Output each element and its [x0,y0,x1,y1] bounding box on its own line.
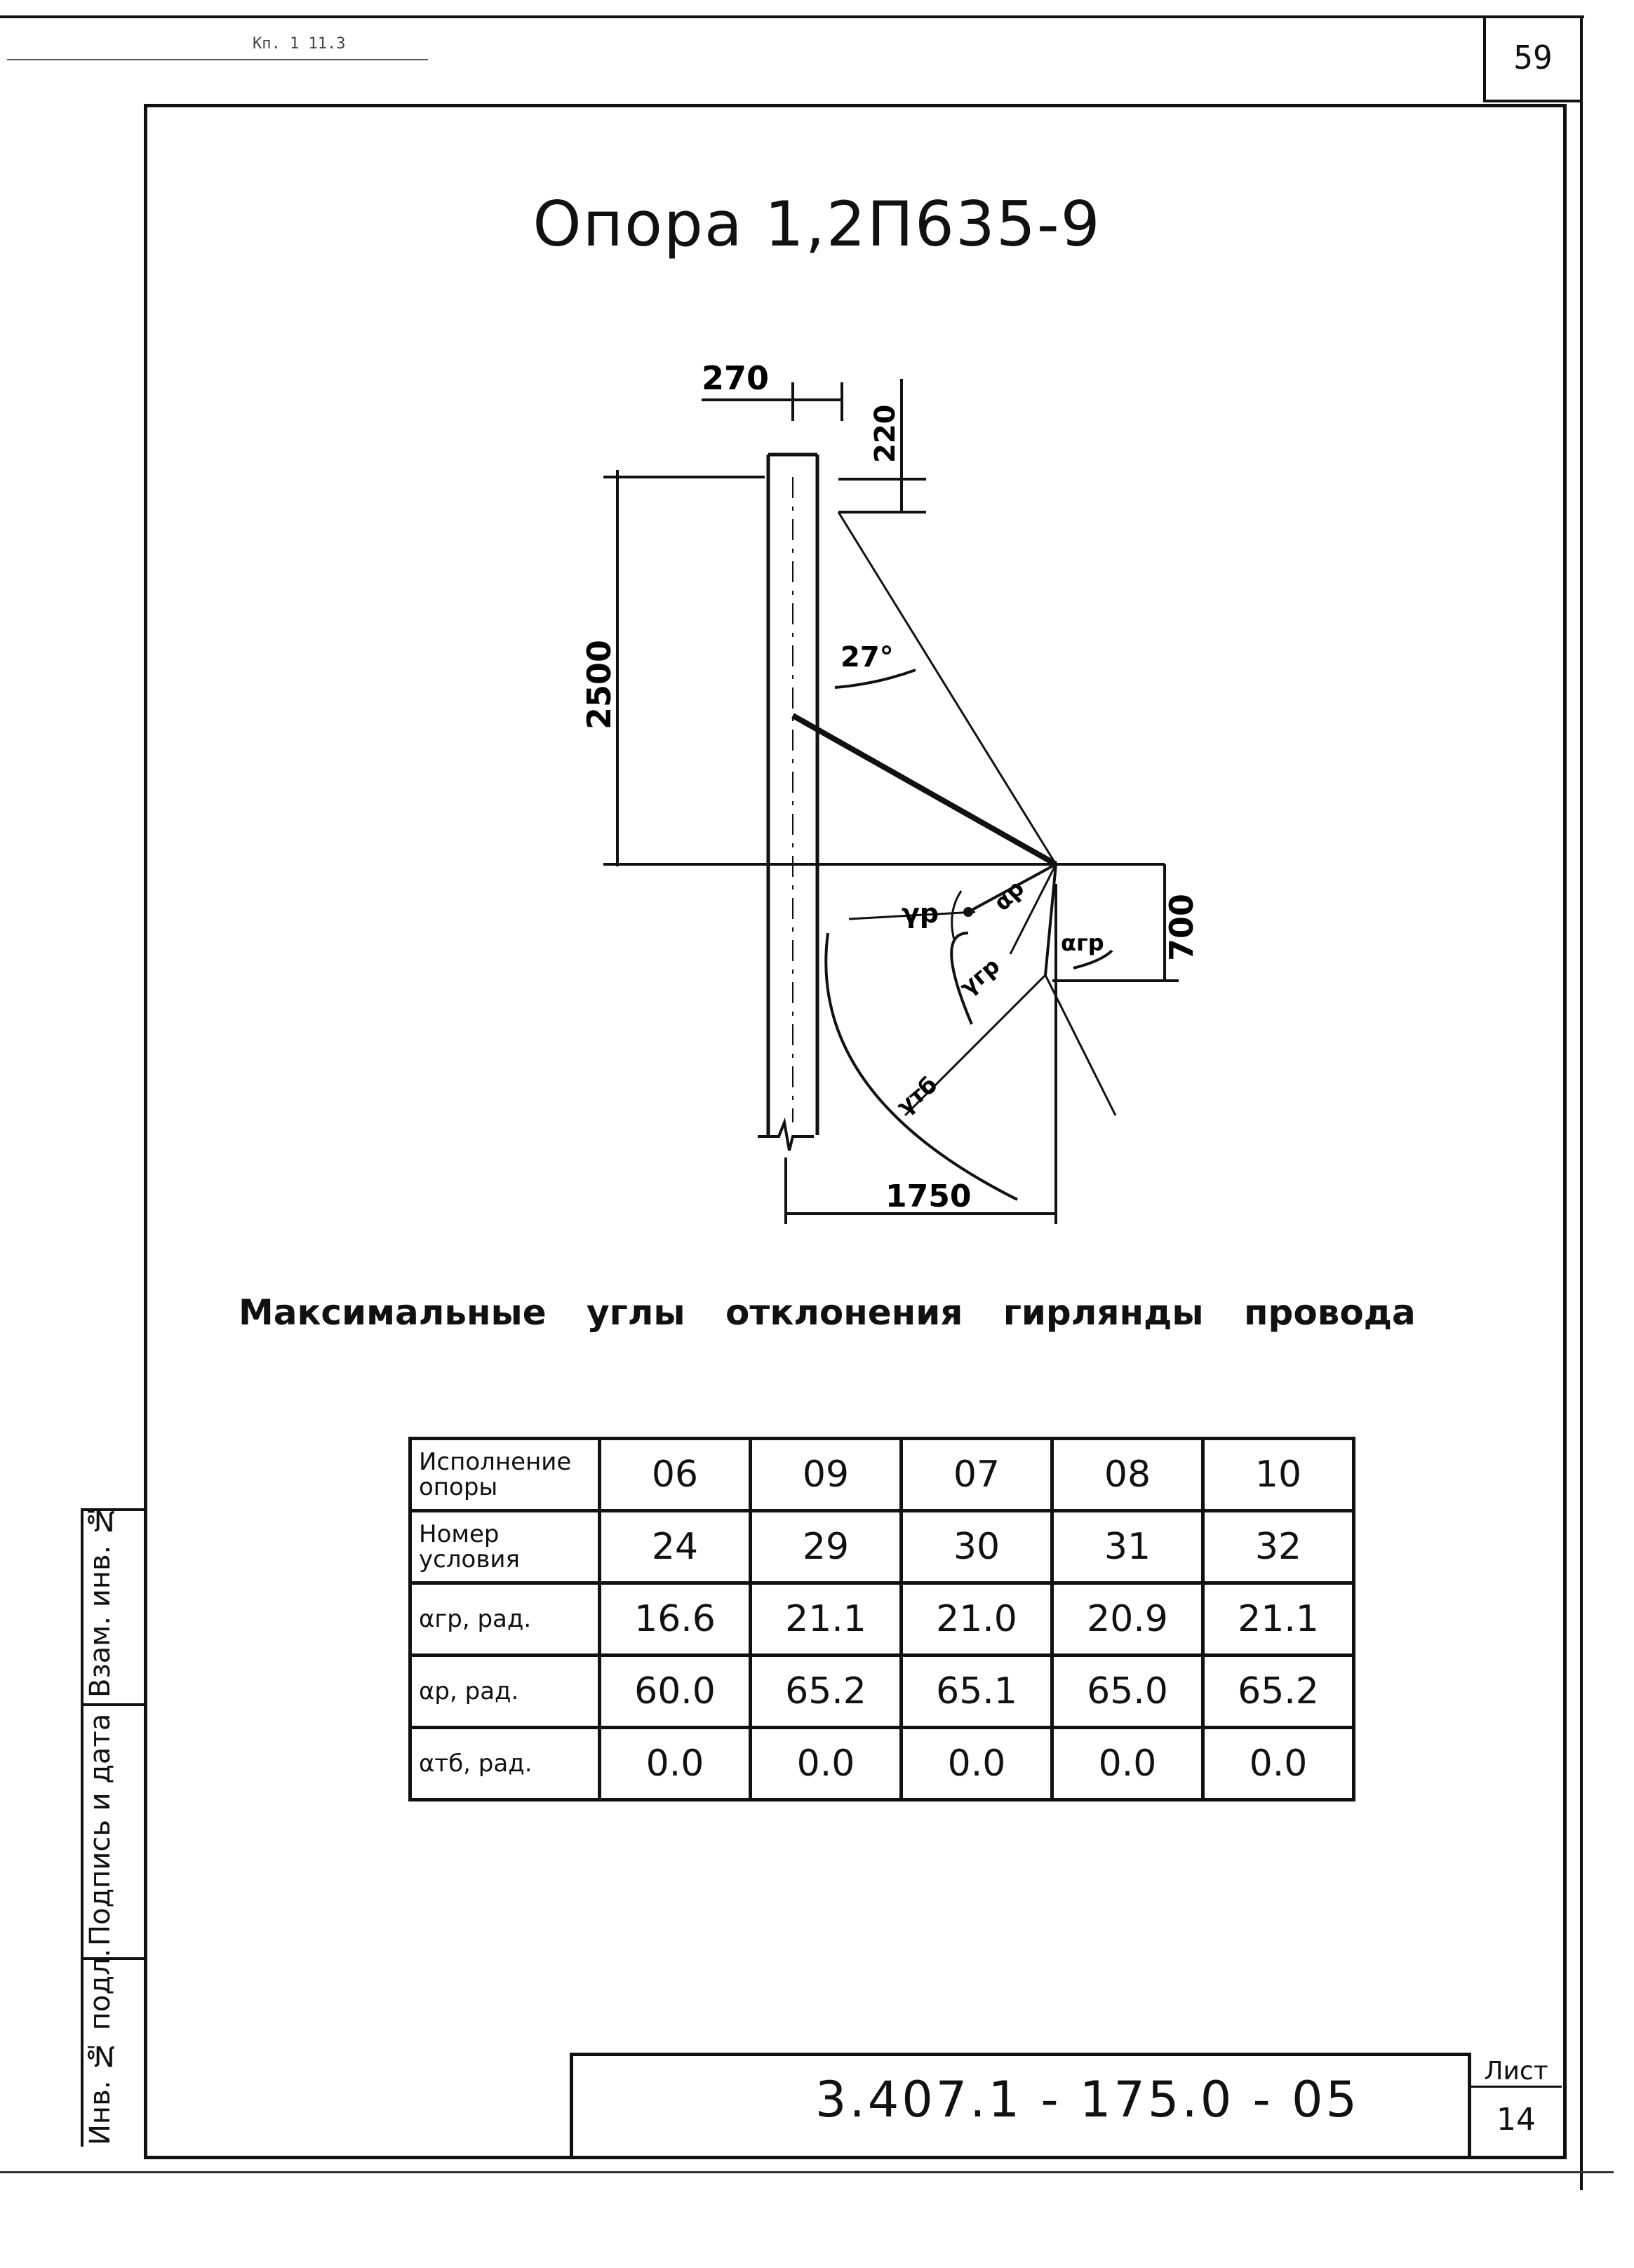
table-cell: 0.0 [902,1728,1052,1800]
table-cell: 31 [1052,1511,1203,1583]
row-header: αгр, рад. [410,1583,600,1656]
document-number: 3.407.1 - 175.0 - 05 [815,2071,1360,2128]
dim-1750: 1750 [885,1179,972,1214]
page-number: 59 [1483,15,1580,102]
table-cell: 0.0 [1052,1728,1203,1800]
stamp-field-inventory: Инв. № подл. [84,1948,116,2145]
table-cell: 06 [600,1439,751,1511]
table-row [410,1656,1354,1728]
label-alpha-p: αp [988,875,1030,916]
row-header: Исполнение опоры [410,1439,600,1511]
brace-line [838,512,1056,864]
table-cell: 65.0 [1052,1656,1203,1728]
table-cell: 21.1 [751,1583,902,1656]
label-gamma-tb: γтб [891,1071,943,1120]
label-alpha-gr: αгр [1061,930,1104,956]
table-cell: 65.1 [902,1656,1052,1728]
dim-700: 700 [1163,893,1200,961]
table-row [410,1511,1354,1583]
table-row [410,1583,1354,1656]
table-cell: 08 [1052,1439,1203,1511]
table-cell: 09 [751,1439,902,1511]
crossarm [793,716,1056,864]
angle-27: 27° [841,641,894,673]
table-cell: 20.9 [1052,1583,1203,1656]
table-cell: 30 [902,1511,1052,1583]
table-row [410,1728,1354,1800]
table-cell: 24 [600,1511,751,1583]
table-cell: 0.0 [1203,1728,1354,1800]
bottom-border [0,2171,1614,2173]
table-cell: 07 [902,1439,1052,1511]
table-cell: 0.0 [751,1728,902,1800]
dim-220: 220 [869,404,902,463]
side-stamp-border [81,1508,83,2147]
drawing-title: Опора 1,2П635-9 [533,188,1101,260]
sheet-number: 14 [1496,2102,1536,2138]
table-cell: 60.0 [600,1656,751,1728]
table-caption: Максимальные углы отклонения гирлянды провода [239,1292,1416,1333]
table-cell: 16.6 [600,1583,751,1656]
table-cell: 29 [751,1511,902,1583]
table-cell: 21.0 [902,1583,1052,1656]
deflection-angles-table [408,1437,1355,1801]
table-cell: 21.1 [1203,1583,1354,1656]
label-gamma-p: γp [902,898,939,929]
table-cell: 32 [1203,1511,1354,1583]
dim-2500: 2500 [580,639,618,730]
label-gamma-gr: γгр [954,952,1005,1001]
table-cell: 10 [1203,1439,1354,1511]
table-cell: 65.2 [1203,1656,1354,1728]
table-cell: 65.2 [751,1656,902,1728]
pole-break [758,1122,814,1150]
sheet-label: Лист [1471,2057,1562,2088]
side-stamp-divider [81,1703,144,1706]
stamp-field-replacement: Взам. инв. № [84,1504,116,1698]
table-row [410,1439,1354,1511]
row-header: Номер условия [410,1511,600,1583]
stamp-field-signature: Подпись и дата [84,1713,116,1947]
top-stamp-text: Кп. 1 11.3 [253,35,346,53]
row-header: αр, рад. [410,1656,600,1728]
dim-270: 270 [702,359,770,397]
row-header: αтб, рад. [410,1728,600,1800]
table-cell: 0.0 [600,1728,751,1800]
